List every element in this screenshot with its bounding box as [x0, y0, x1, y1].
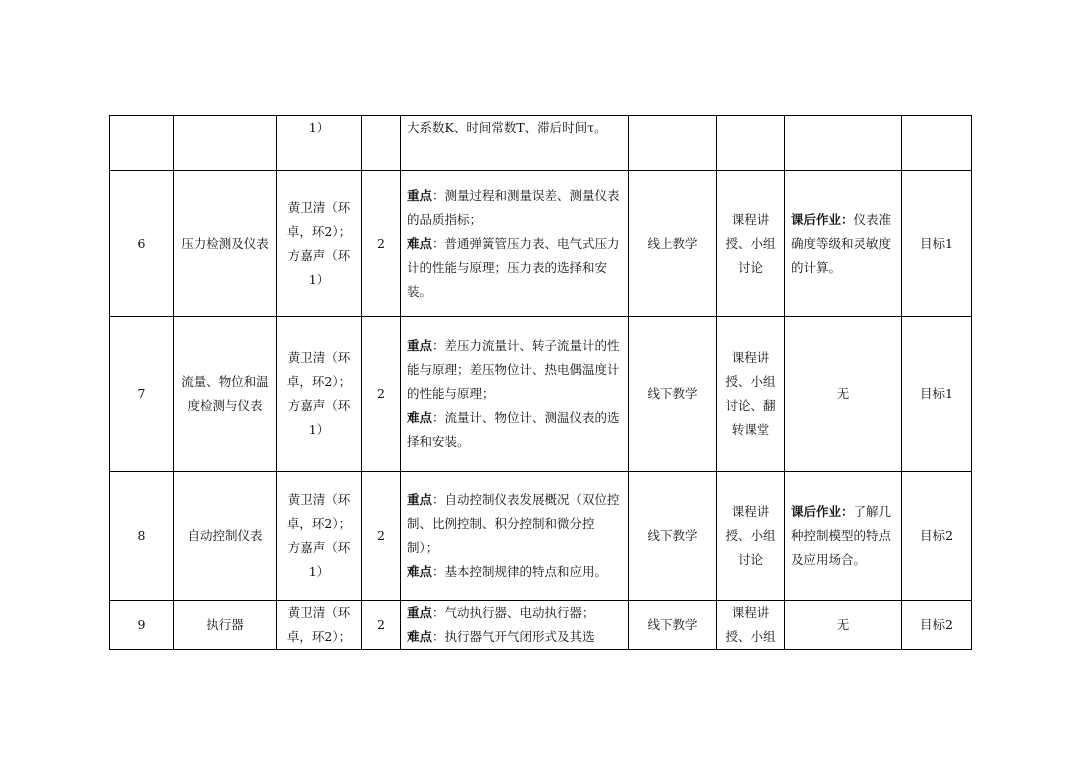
homework-cell: [785, 601, 902, 650]
key-point-label: 重点: [407, 338, 433, 353]
topic-cell: 流量、物位和温度检测与仪表: [174, 317, 277, 472]
teacher-cell: 1）: [277, 116, 362, 171]
key-point-text: ：测量过程和测量误差、测量仪表的品质指标；: [407, 187, 620, 227]
content-cell: [401, 317, 629, 472]
mode-cell: 线下教学: [629, 472, 717, 601]
key-point-label: 重点: [407, 492, 433, 507]
table-row: [110, 472, 972, 601]
hours-cell: 2: [362, 317, 401, 472]
homework-text: 仪表准确度等级和灵敏度的计算。: [791, 211, 892, 275]
week-number: [110, 116, 174, 171]
hours-cell: [362, 116, 401, 171]
method-cell: [717, 116, 785, 171]
homework-text: 无: [836, 617, 850, 632]
key-point-label: 重点: [407, 187, 433, 203]
method-cell: 课程讲授、小组讨论、翻转课堂: [717, 317, 785, 472]
goal-cell: 目标2: [902, 472, 972, 601]
course-schedule-table: [109, 115, 972, 650]
homework-text: 了解几种控制模型的特点及应用场合。: [791, 504, 892, 567]
teacher-cell: 黄卫清（环卓，环2）；方嘉声（环1）: [277, 472, 362, 601]
week-number: 7: [110, 317, 174, 472]
table-row: [110, 317, 972, 472]
homework-label: 课后作业：: [791, 211, 854, 227]
method-cell: 课程讲授、小组讨论: [717, 171, 785, 317]
key-point-label: 重点: [407, 605, 433, 620]
topic-cell: 自动控制仪表: [174, 472, 277, 601]
key-point-text: ：自动控制仪表发展概况（双位控制、比例控制、积分控制和微分控制）；: [407, 492, 620, 555]
teacher-cell: 黄卫清（环卓，环2）；方嘉声（环1）: [277, 317, 362, 472]
difficulty-label: 难点: [407, 564, 433, 579]
difficulty-label: 难点: [407, 235, 433, 251]
difficulty-text: ：普通弹簧管压力表、电气式压力计的性能与原理；压力表的选择和安装。: [407, 235, 620, 299]
goal-cell: [902, 116, 972, 171]
mode-cell: 线下教学: [629, 317, 717, 472]
mode-cell: 线上教学: [629, 171, 717, 317]
difficulty-label: 难点: [407, 410, 433, 425]
topic-cell: 执行器: [174, 601, 277, 650]
week-number: 6: [110, 171, 174, 317]
teacher-cell: 黄卫清（环卓，环2）；: [277, 601, 362, 650]
teacher-cell: 黄卫清（环卓，环2）；方嘉声（环1）: [277, 171, 362, 317]
content-cell: [401, 171, 629, 317]
homework-label: 课后作业：: [791, 504, 854, 519]
mode-cell: 线下教学: [629, 601, 717, 650]
table-row: [110, 116, 972, 171]
hours-cell: 2: [362, 472, 401, 601]
hours-cell: 2: [362, 171, 401, 317]
topic-cell: [174, 116, 277, 171]
goal-cell: 目标1: [902, 317, 972, 472]
goal-cell: 目标1: [902, 171, 972, 317]
difficulty-text: ：基本控制规律的特点和应用。: [432, 564, 608, 579]
key-point-text: ：气动执行器、电动执行器；: [432, 605, 595, 620]
content-cell: [401, 601, 629, 650]
difficulty-text: ：执行器气开气闭形式及其选: [432, 629, 595, 644]
homework-text: 无: [836, 386, 850, 401]
method-cell: 课程讲授、小组: [717, 601, 785, 650]
table-row: [110, 601, 972, 650]
homework-cell: [785, 317, 902, 472]
content-text: 大系数K、时间常数T、滞后时间τ。: [407, 120, 607, 135]
content-cell: [401, 116, 629, 171]
homework-cell: [785, 171, 902, 317]
goal-cell: 目标2: [902, 601, 972, 650]
mode-cell: [629, 116, 717, 171]
difficulty-text: ：流量计、物位计、测温仪表的选择和安装。: [407, 410, 620, 449]
method-cell: 课程讲授、小组讨论: [717, 472, 785, 601]
content-cell: [401, 472, 629, 601]
topic-cell: 压力检测及仪表: [174, 171, 277, 317]
key-point-text: ：差压力流量计、转子流量计的性能与原理；差压物位计、热电偶温度计的性能与原理；: [407, 338, 620, 401]
week-number: 8: [110, 472, 174, 601]
difficulty-label: 难点: [407, 629, 433, 644]
table-row: [110, 171, 972, 317]
week-number: 9: [110, 601, 174, 650]
homework-cell: [785, 472, 902, 601]
homework-cell: [785, 116, 902, 171]
hours-cell: 2: [362, 601, 401, 650]
